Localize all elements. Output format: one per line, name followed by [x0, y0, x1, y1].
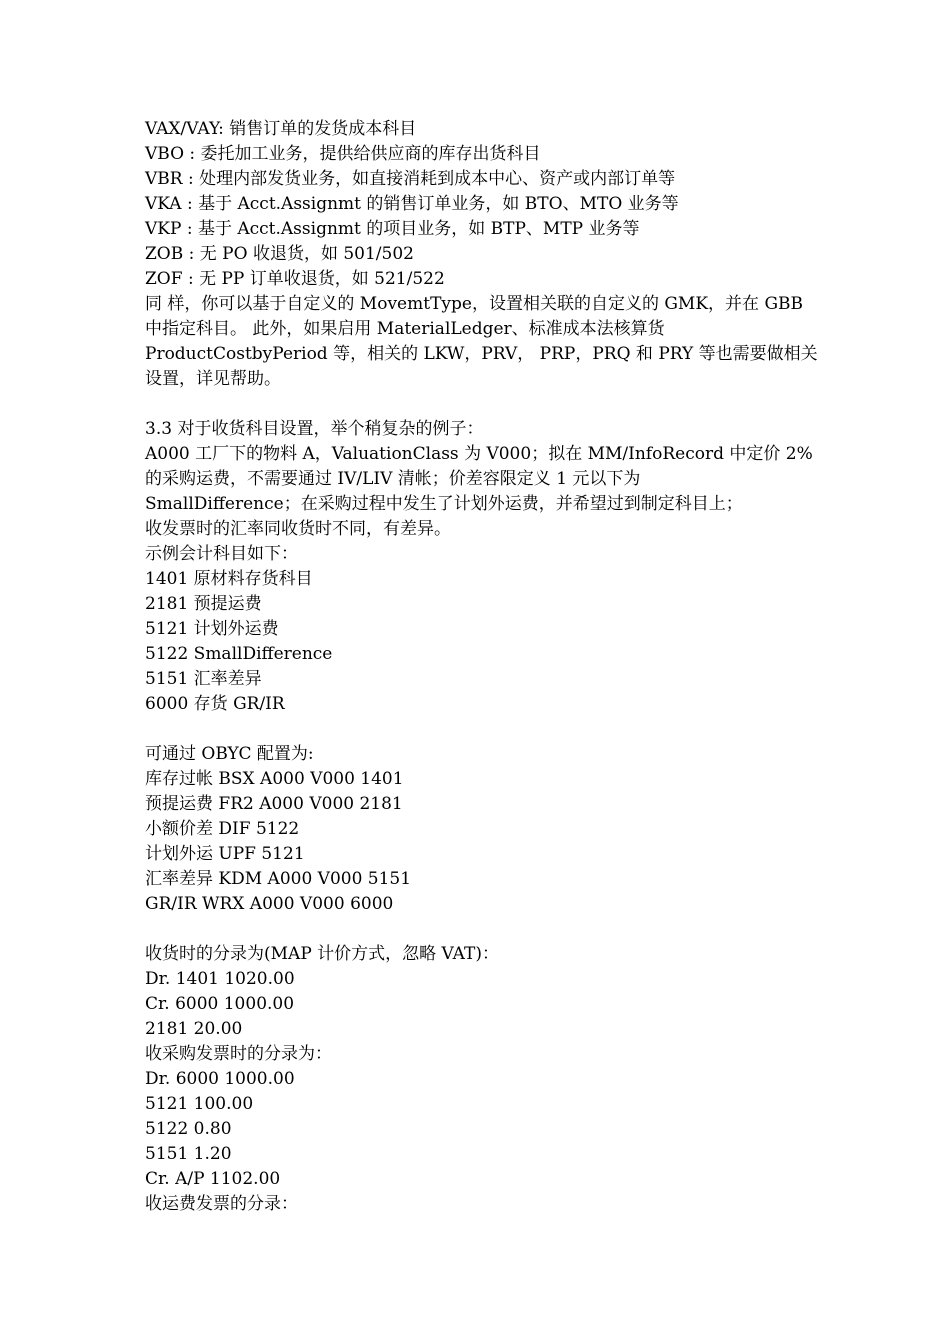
iv-intro: 收采购发票时的分录为：	[145, 1044, 332, 1064]
paragraph-line: 收发票时的汇率同收货时不同，有差异。	[145, 519, 451, 539]
blank-line	[145, 392, 815, 417]
account-item: 5121 计划外运费	[145, 619, 279, 639]
accounts-intro: 示例会计科目如下：	[145, 544, 298, 564]
text-line-zob: ZOB : 无 PO 收退货，如 501/502	[145, 244, 414, 264]
paragraph-line: 中指定科目。 此外，如果启用 MaterialLedger、标准成本法核算货	[145, 319, 665, 339]
iv-entry: 5151 1.20	[145, 1144, 232, 1164]
paragraph-line: A000 工厂下的物料 A，ValuationClass 为 V000；拟在 MM/InfoRecord 中定价 2%	[145, 444, 813, 464]
iv-entry: 5122 0.80	[145, 1119, 232, 1139]
text-line-vka: VKA : 基于 Acct.Assignmt 的销售订单业务，如 BTO、MTO 业务等	[145, 194, 679, 214]
account-item: 2181 预提运费	[145, 594, 262, 614]
paragraph-line: 的采购运费，不需要通过 IV/LIV 清帐；价差容限定义 1 元以下为	[145, 469, 641, 489]
iv-entry: Dr. 6000 1000.00	[145, 1069, 295, 1089]
paragraph-line: ProductCostbyPeriod 等，相关的 LKW，PRV， PRP，PRQ 和 PRY 等也需要做相关	[145, 344, 818, 364]
section-title: 3.3 对于收货科目设置，举个稍复杂的例子：	[145, 419, 484, 439]
text-line-vbo: VBO : 委托加工业务，提供给供应商的库存出货科目	[145, 144, 541, 164]
gr-intro: 收货时的分录为(MAP 计价方式，忽略 VAT)：	[145, 944, 500, 964]
account-item: 5122 SmallDifference	[145, 644, 333, 664]
text-line-vkp: VKP : 基于 Acct.Assignmt 的项目业务，如 BTP、MTP 业务等	[145, 219, 640, 239]
account-item: 5151 汇率差异	[145, 669, 262, 689]
paragraph-line: 设置，详见帮助。	[145, 369, 281, 389]
obyc-item: 小额价差 DIF 5122	[145, 819, 300, 839]
paragraph-line: SmallDifference；在采购过程中发生了计划外运费，并希望过到制定科目上；	[145, 494, 743, 514]
obyc-item: GR/IR WRX A000 V000 6000	[145, 894, 394, 914]
obyc-item: 汇率差异 KDM A000 V000 5151	[145, 869, 412, 889]
text-line-vbr: VBR : 处理内部发货业务，如直接消耗到成本中心、资产或内部订单等	[145, 169, 676, 189]
paragraph-line: 同 样，你可以基于自定义的 MovemtType，设置相关联的自定义的 GMK，并在 GBB	[145, 294, 804, 314]
document-body	[145, 117, 818, 1217]
blank-line	[145, 917, 815, 942]
iv-entry: 5121 100.00	[145, 1094, 254, 1114]
account-item: 1401 原材料存货科目	[145, 569, 313, 589]
obyc-intro: 可通过 OBYC 配置为:	[145, 744, 314, 764]
text-line-zof: ZOF : 无 PP 订单收退货，如 521/522	[145, 269, 445, 289]
account-item: 6000 存货 GR/IR	[145, 694, 285, 714]
freight-intro: 收运费发票的分录：	[145, 1194, 298, 1214]
obyc-item: 计划外运 UPF 5121	[145, 844, 305, 864]
obyc-item: 库存过帐 BSX A000 V000 1401	[145, 769, 404, 789]
iv-entry: Cr. A/P 1102.00	[145, 1169, 281, 1189]
gr-entry: 2181 20.00	[145, 1019, 243, 1039]
text-line-vax: VAX/VAY: 销售订单的发货成本科目	[145, 119, 417, 139]
obyc-item: 预提运费 FR2 A000 V000 2181	[145, 794, 403, 814]
gr-entry: Dr. 1401 1020.00	[145, 969, 295, 989]
gr-entry: Cr. 6000 1000.00	[145, 994, 295, 1014]
blank-line	[145, 717, 815, 742]
